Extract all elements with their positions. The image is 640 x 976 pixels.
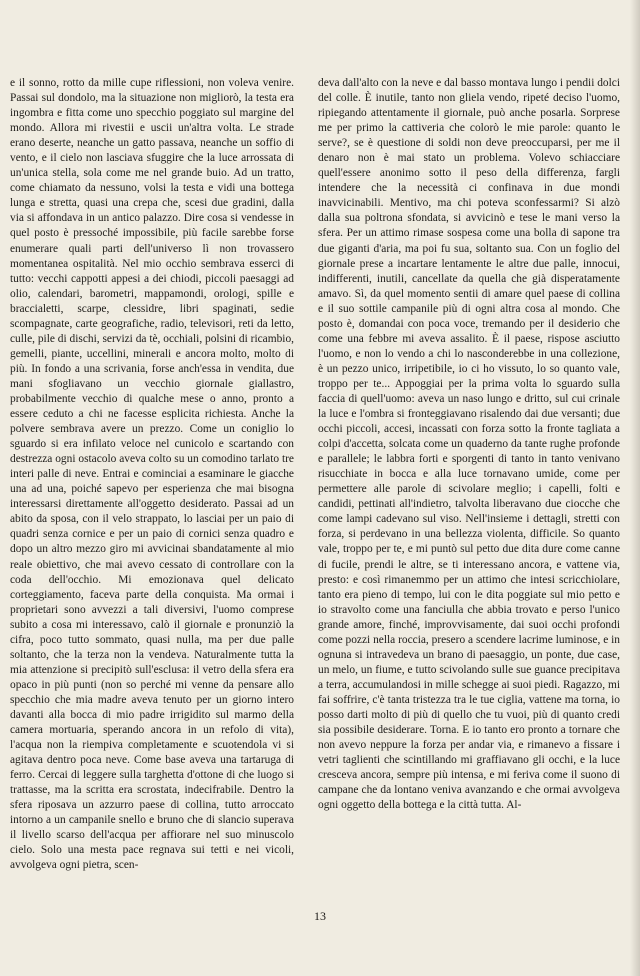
left-column-text: e il sonno, rotto da mille cupe riflessioni, non voleva venire. Passai sul dondolo, ma la situazione non migliorò, la testa era ingombra e fitta come uno specchio poggiato sul margine del mondo. Allora mi rivestii e uscii un'altra volta. Le strade erano deserte, neanche un gatto passava, neanche un soffio di vento, e il cielo non lasciava sfuggire che la luce arrossata di un'unica stella, sola come me nel grande buio. Ad un tratto, come chiamato da nessuno, volsi la testa e vidi una bottega lunga e stretta, quasi una crepa che, scesi due gradini, dalla via si affondava in un antico palazzo. Dire cosa si vendesse in quel posto è pressoché impossibile, più facile sarebbe forse enumerare quali parti dell'universo lì non trovassero momentanea ospitalità. Nel mio occhio sembrava esserci di tutto: vecchi cappotti appesi a dei chiodi, piccoli paesaggi ad olio, calendari, barometri, mappamondi, orologi, spille e braccialetti, scarpe, clessidre, libri spaginati, sedie scompagnate, carte geografiche, radio, televisori, reti da letto, culle, pile di dischi, servizi da tè, occhiali, polsini di ricambio, gemelli, piante, uccellini, minerali e ancora molto, molto di più. In fondo a una scrivania, forse anch'essa in vendita, due mani sfogliavano un vecchio giornale giallastro, probabilmente vecchio di qualche mese o anno, pronto a essere ceduto a chi ne facesse esplicita richiesta. Anche la polvere sembrava avere un prezzo. Come un coniglio lo sguardo si era infilato veloce nel cunicolo e scartando con destrezza ogni ostacolo aveva colto su un comodino tarlato tre interi palle di neve. Entrai e cominciai a esaminare le giacche una ad una, poiché sapevo per esperienza che mai bisogna interessarsi direttamente all'oggetto desiderato. Passai ad un abito da sposa, con il velo strappato, lo lasciai per un paio di quadri senza cornice e per un paio di cornici senza quadro e dopo un altro mezzo giro mi avvicinai sbandatamente al mio reale obiettivo, che mai avevo cessato di controllare con la coda dell'occhio. Mi emozionava quel delicato corteggiamento, faceva parte della conquista. Ma ormai i proprietari sono avvezzi a tali diversivi, l'uomo comprese subito a cosa mi interessavo, calò il giornale e pronunziò la cifra, poco tutto sommato, quasi nulla, ma per due palle soltanto, che la terza non la vendeva. Naturalmente tutta la mia attenzione si precipitò sull'esclusa: il vetro della sfera era opaco in più punti (non so perché mi venne da pensare allo specchio che mia madre aveva tenuto per un giorno intero davanti alla bocca di mio padre irrigidito sul marmo della camera mortuaria, sperando ancora in un refolo di vita), l'acqua non la riempiva completamente e scuotendola vi si agitava dentro poca neve. Come base aveva una tartaruga di ferro. Cercai di leggere sulla targhetta d'ottone di che luogo si trattasse, ma la scritta era scrostata, indecifrabile. Dentro la sfera riposava un azzurro paese di collina, tutto arroccato intorno a un campanile snello e bruno che di slancio superava il livello scarso dell'acqua per affiorare nel suo minuscolo cielo. Solo una mesta pace regnava sui tetti e nei vicoli, avvolgeva ogni pietra, scen- xyxy=(10,77,294,872)
right-text-column xyxy=(318,76,620,813)
page-number: 13 xyxy=(314,909,326,923)
page-edge-shadow xyxy=(630,0,640,976)
left-text-column xyxy=(10,76,294,873)
right-column-text: deva dall'alto con la neve e dal basso montava lungo i pendii dolci del colle. È inutile, tanto non gliela vendo, ripeté deciso l'uomo, ripiegando attentamente il giornale, può anche posarla. Sorprese me per primo la cattiveria che colorò le mie parole: quanto le serve?, se è questione di soldi non deve preoccuparsi, per me il denaro non è mai stato un problema. Volevo schiacciare quell'essere anonimo sotto il peso della differenza, fargli intendere che la necessità ci confinava in due mondi inavvicinabili. Mentivo, ma chi poteva sconfessarmi? Si alzò dalla sua poltrona sfondata, si avvicinò e tese le mani verso la sfera. Per un attimo rimase sospesa come una bolla di sapone tra due giganti d'aria, ma poi fu sua, soltanto sua. Con un foglio del giornale prese a incartare lentamente le altre due palle, innocui, indifferenti, inutili, cancellate da quella che già disperatamente amavo. Sì, da quel momento sentii di amare quel paese di collina e il suo sottile campanile più di ogni altra cosa al mondo. Che posto è, domandai con poca voce, tremando per il desiderio che come una febbre mi aveva assalito. È il paese, rispose asciutto l'uomo, e non lo vendo a chi lo nasconderebbe in una collezione, è un pezzo unico, irripetibile, io ci ho vissuto, lo so quanto vale, troppo per te... Appoggiai per la prima volta lo sguardo sulla faccia di quell'uomo: aveva un naso lungo e dritto, sul cui crinale la luce e l'ombra si fronteggiavano risalendo dai due versanti; due occhi piccoli, accesi, incassati con forza sotto la fronte tagliata a colpi d'accetta, solcata come un quaderno da tante rughe profonde e parallele; le labbra forti e sporgenti di tanto in tanto venivano risucchiate in bocca e alla luce tornavano umide, come per permettere alle parole di scivolare meglio; i capelli, folti e candidi, pettinati all'indietro, talvolta liberavano due ciocche che come lampi cadevano sul viso. Nell'insieme i dettagli, stretti con forza, si perdevano in una bellezza violenta, difficile. So quanto vale, troppo per te, e mi puntò sul petto due dita dure come canne di fucile, prendi le altre, se ti interessano ancora, e vattene via, presto: e così rimanemmo per un attimo che intesi scricchiolare, tanto era pieno di tempo, lui con le dita poggiate sul mio petto e io stravolto come una fanciulla che abbia trovato e perso l'unico grande amore, finché, improvvisamente, dai suoi occhi profondi come pozzi nella roccia, presero a scendere lacrime luminose, e in ognuna si intravedeva un brano di paesaggio, un ponte, due case, un melo, un fiume, e tutto scivolando sulle sue guance precipitava a terra, accumulandosi in mille schegge ai suoi piedi. Ragazzo, mi fai soffrire, c'è tanta tristezza tra le tue ciglia, vattene ma torna, io posso darti molto di più di quello che tu vuoi, più di quanto credi sia possibile desiderare. Torna. E io tanto ero pronto a tornare che non avevo neppure la forza per andar via, e rimanevo a fissare i vetri taglienti che scintillando mi graffiavano gli occhi, e la luce cresceva ancora, sempre più intensa, e mi feriva come il suono di campane che da lontano veniva avanzando e che ormai avvolgeva ogni oggetto della bottega e la città tutta. Al- xyxy=(318,77,620,812)
